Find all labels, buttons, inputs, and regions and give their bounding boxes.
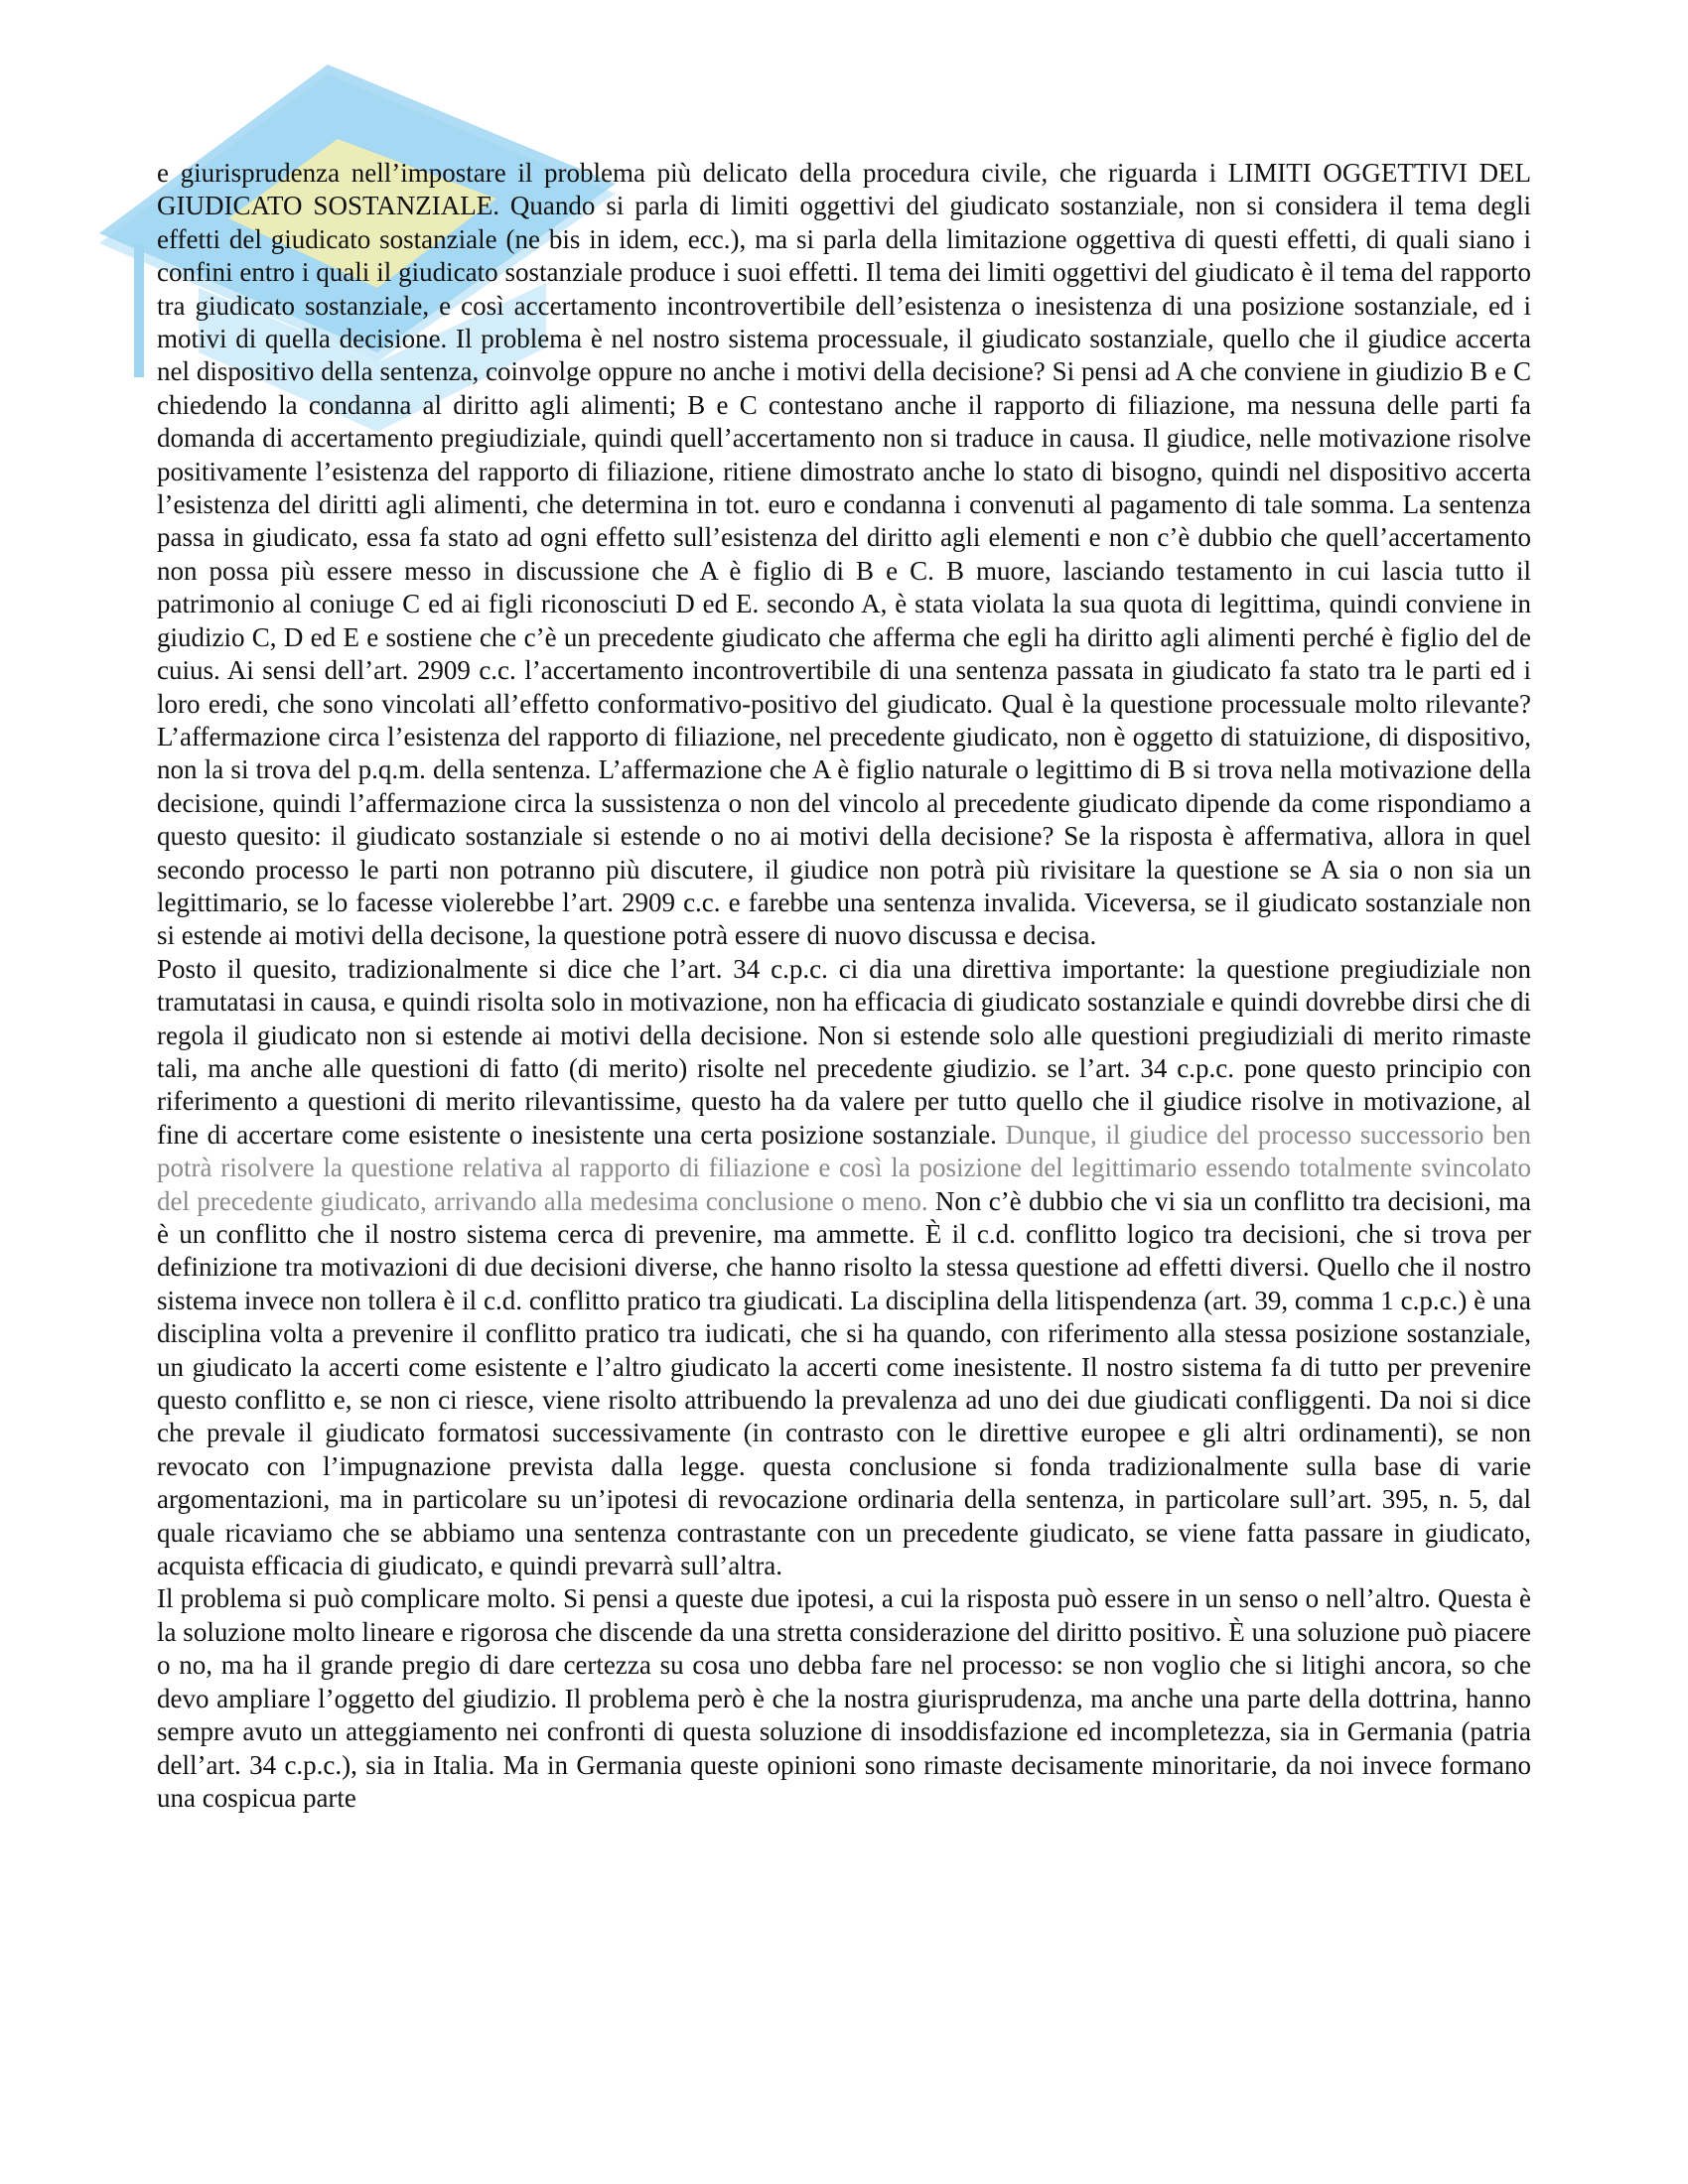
- document-body: [157, 157, 1531, 1815]
- paragraph-1-text: e giurisprudenza nell’impostare il problema più delicato della procedura civile, che riguarda i LIMITI OGGETTIVI DEL GIUDICATO SOSTANZIALE. Quando si parla di limiti oggettivi del giudicato sostanziale, non si considera il tema degli effetti del giudicato sostanziale (ne bis in idem, ecc.), ma si parla della limitazione oggettiva di questi effetti, di quali siano i confini entro i quali il giudicato sostanziale produce i suoi effetti. Il tema dei limiti oggettivi del giudicato è il tema del rapporto tra giudicato sostanziale, e così accertamento incontrovertibile dell’esistenza o inesistenza di una posizione sostanziale, ed i motivi di quella decisione. Il problema è nel nostro sistema processuale, il giudicato sostanziale, quello che il giudice accerta nel dispositivo della sentenza, coinvolge oppure no anche i motivi della decisione? Si pensi ad A che conviene in giudizio B e C chiedendo la condanna al diritto agli alimenti; B e C contestano anche il rapporto di filiazione, ma nessuna delle parti fa domanda di accertamento pregiudiziale, quindi quell’accertamento non si traduce in causa. Il giudice, nelle motivazione risolve positivamente l’esistenza del rapporto di filiazione, ritiene dimostrato anche lo stato di bisogno, quindi nel dispositivo accerta l’esistenza del diritti agli alimenti, che determina in tot. euro e condanna i convenuti al pagamento di tale somma. La sentenza passa in giudicato, essa fa stato ad ogni effetto sull’esistenza del diritto agli elementi e non c’è dubbio che quell’accertamento non possa più essere messo in discussione che A è figlio di B e C. B muore, lasciando testamento in cui lascia tutto il patrimonio al coniuge C ed ai figli riconosciuti D ed E. secondo A, è stata violata la sua quota di legittima, quindi conviene in giudizio C, D ed E e sostiene che c’è un precedente giudicato che afferma che egli ha diritto agli alimenti perché è figlio del de cuius. Ai sensi dell’art. 2909 c.c. l’accertamento incontrovertibile di una sentenza passata in giudicato fa stato tra le parti ed i loro eredi, che sono vincolati all’effetto conformativo-positivo del giudicato. Qual è la questione processuale molto rilevante? L’affermazione circa l’esistenza del rapporto di filiazione, nel precedente giudicato, non è oggetto di statuizione, di dispositivo, non la si trova del p.q.m. della sentenza. L’affermazione che A è figlio naturale o legittimo di B si trova nella motivazione della decisione, quindi l’affermazione circa la sussistenza o non del vincolo al precedente giudicato dipende da come rispondiamo a questo quesito: il giudicato sostanziale si estende o no ai motivi della decisione? Se la risposta è affermativa, allora in quel secondo processo le parti non potranno più discutere, il giudice non potrà più rivisitare la questione se A sia o non sia un legittimario, se lo facesse violerebbe l’art. 2909 c.c. e farebbe una sentenza invalida. Viceversa, se il giudicato sostanziale non si estende ai motivi della decisone, la questione potrà essere di nuovo discussa e decisa.: [157, 158, 1531, 951]
- paragraph-2: [157, 953, 1531, 1583]
- paragraph-2-text-end: Non c’è dubbio che vi sia un conflitto tra decisioni, ma è un conflitto che il nostro sistema cerca di prevenire, ma ammette. È il c.d. conflitto logico tra decisioni, che si trova per definizione tra motivazioni di due decisioni diverse, che hanno risolto la stessa questione ad effetti diversi. Quello che il nostro sistema invece non tollera è il c.d. conflitto pratico tra giudicati. La disciplina della litispendenza (art. 39, comma 1 c.p.c.) è una disciplina volta a prevenire il conflitto pratico tra iudicati, che si ha quando, con riferimento alla stessa posizione sostanziale, un giudicato la accerti come esistente e l’altro giudicato la accerti come inesistente. Il nostro sistema fa di tutto per prevenire questo conflitto e, se non ci riesce, viene risolto attribuendo la prevalenza ad uno dei due giudicati confliggenti. Da noi si dice che prevale il giudicato formatosi successivamente (in contrasto con le direttive europee e gli altri ordinamenti), se non revocato con l’impugnazione prevista dalla legge. questa conclusione si fonda tradizionalmente sulla base di varie argomentazioni, ma in particolare su un’ipotesi di revocazione ordinaria della sentenza, in particolare sull’art. 395, n. 5, dal quale ricaviamo che se abbiamo una sentenza contrastante con un precedente giudicato, se viene fatta passare in giudicato, acquista efficacia di giudicato, e quindi prevarrà sull’altra.: [157, 1185, 1532, 1581]
- paragraph-3-text: Il problema si può complicare molto. Si pensi a queste due ipotesi, a cui la risposta può essere in un senso o nell’altro. Questa è la soluzione molto lineare e rigorosa che discende da una stretta considerazione del diritto positivo. È una soluzione può piacere o no, ma ha il grande pregio di dare certezza su cosa uno debba fare nel processo: se non voglio che si litighi ancora, so che devo ampliare l’oggetto del giudizio. Il problema però è che la nostra giurisprudenza, ma anche una parte della dottrina, hanno sempre avuto un atteggiamento nei confronti di questa soluzione di insoddisfazione ed incompletezza, sia in Germania (patria dell’art. 34 c.p.c.), sia in Italia. Ma in Germania queste opinioni sono rimaste decisamente minoritarie, da noi invece formano una cospicua parte: [157, 1583, 1531, 1813]
- paragraph-1: [157, 157, 1531, 953]
- paragraph-2-faded-sentence: Dunque, il giudice del processo successorio ben potrà risolvere la questione relativa al rapporto di filiazione e così la posizione del legittimario essendo totalmente svincolato del precedente giudicato, arrivando alla medesima conclusione o meno.: [157, 1119, 1531, 1216]
- paragraph-2-text-start: Posto il quesito, tradizionalmente si dice che l’art. 34 c.p.c. ci dia una direttiva importante: la questione pregiudiziale non tramutatasi in causa, e quindi risolta solo in motivazione, non ha efficacia di giudicato sostanziale e quindi dovrebbe dirsi che di regola il giudicato non si estende ai motivi della decisione. Non si estende solo alle questioni pregiudiziali di merito rimaste tali, ma anche alle questioni di fatto (di merito) risolte nel precedente giudizio. se l’art. 34 c.p.c. pone questo principio con riferimento a questioni di merito rilevantissime, questo ha da valere per tutto quello che il giudice risolve in motivazione, al fine di accertare come esistente o inesistente una certa posizione sostanziale.: [157, 953, 1531, 1150]
- paragraph-3: [157, 1582, 1531, 1815]
